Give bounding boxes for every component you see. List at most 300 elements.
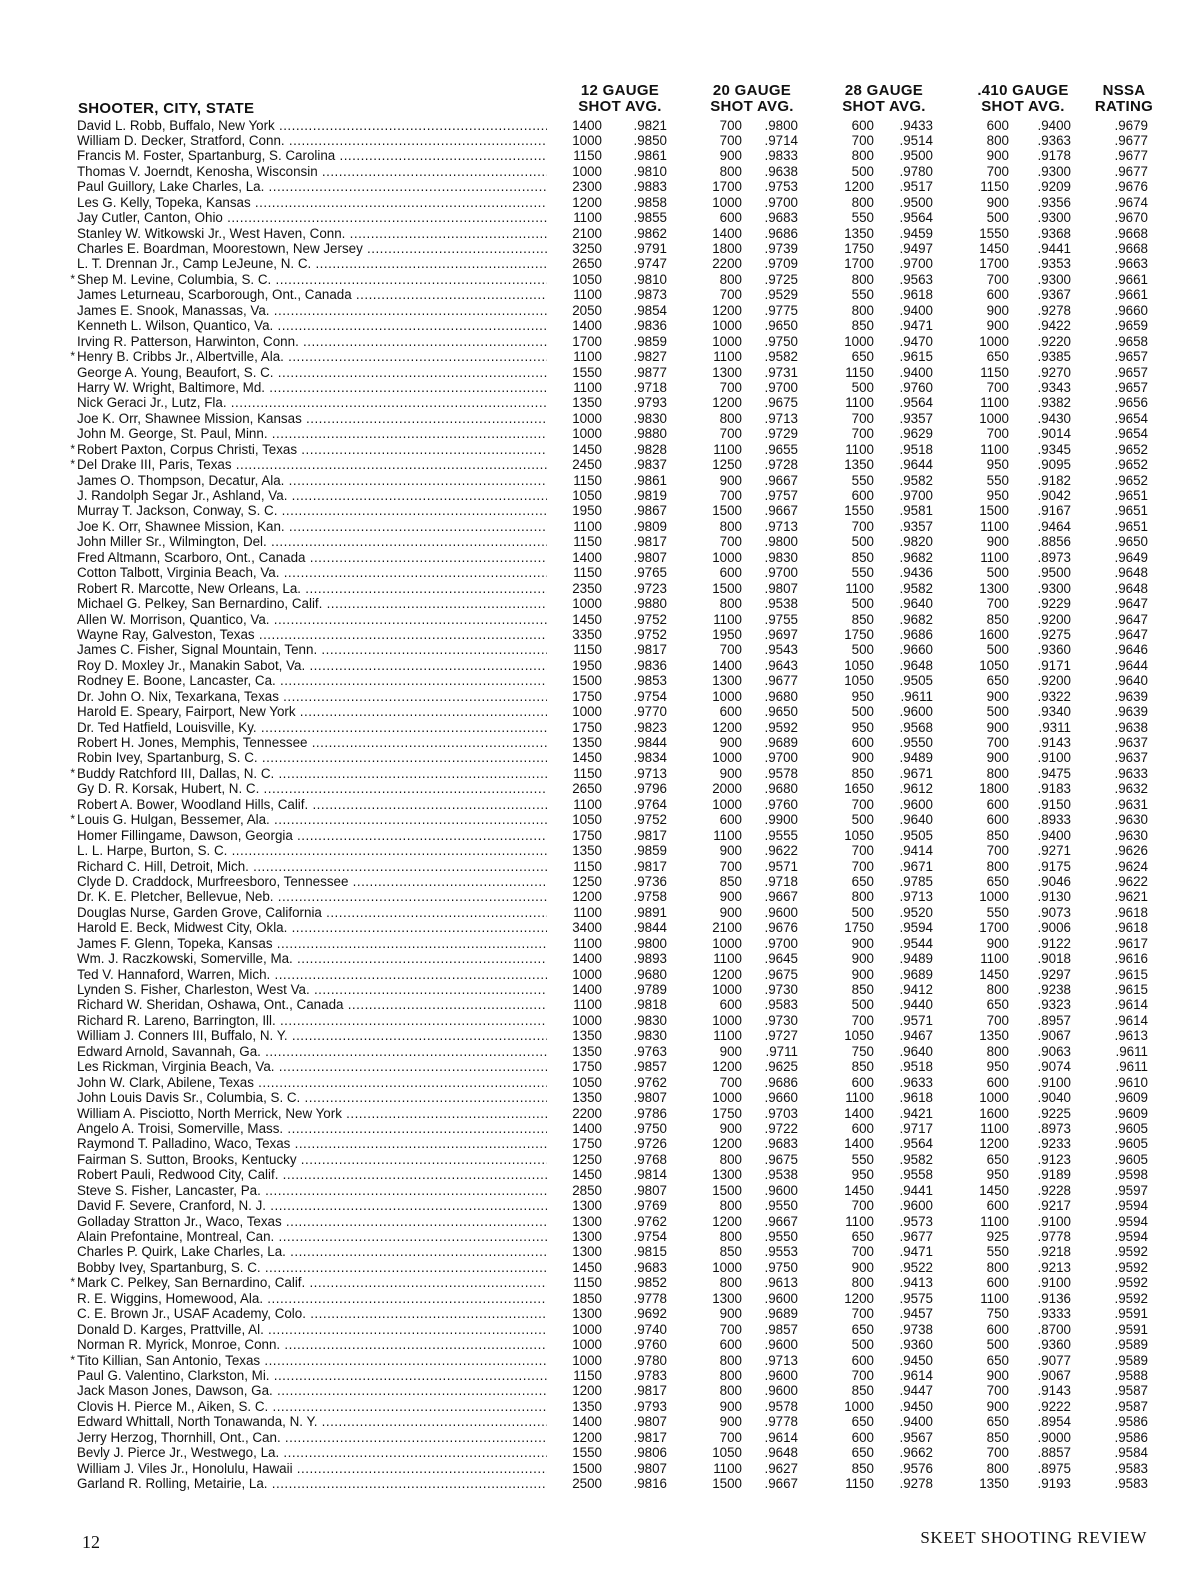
shot-28-cell: 700 (851, 796, 874, 812)
shot-410-cell: 1350 (979, 1476, 1009, 1491)
shot-410-cell: 1050 (979, 657, 1009, 673)
shot-20-cell: 1300 (712, 364, 742, 380)
avg-20-cell: .9645 (764, 951, 798, 967)
table-row (62, 1291, 1162, 1306)
shooter-name (77, 951, 547, 966)
shot-28-cell: 750 (851, 1043, 874, 1059)
shot-28-cell: 850 (851, 765, 874, 781)
nssa-rating-cell: .9616 (1114, 951, 1148, 967)
avg-410-cell: .9067 (1037, 1028, 1071, 1044)
avg-20-cell: .9677 (764, 673, 798, 689)
shot-20-cell: 800 (719, 518, 742, 534)
shot-410-cell: 600 (986, 1321, 1009, 1337)
shooter-name-text: Clovis H. Pierce M., Aiken, S. C. (77, 1398, 269, 1414)
shot-410-cell: 700 (986, 1012, 1009, 1028)
avg-12-cell: .9844 (633, 920, 667, 936)
shot-20-cell: 1000 (712, 1090, 742, 1106)
shot-12-cell: 1100 (573, 904, 602, 920)
shooter-column-header: SHOOTER, CITY, STATE (78, 100, 255, 117)
table-row (62, 1337, 1162, 1352)
shooter-name-text: Robert H. Jones, Memphis, Tennessee (77, 735, 308, 750)
shot-20-cell: 1100 (713, 827, 742, 843)
shot-20-cell: 1000 (712, 194, 742, 210)
avg-12-cell: .9765 (633, 565, 667, 581)
table-row (62, 334, 1162, 349)
shooter-name (77, 1476, 547, 1491)
avg-28-cell: .9497 (899, 241, 933, 256)
table-row (62, 1260, 1162, 1275)
shooter-name (77, 1322, 547, 1337)
avg-12-cell: .9883 (633, 179, 667, 195)
shooter-name (77, 766, 547, 781)
avg-20-cell: .9578 (764, 765, 798, 781)
shot-410-cell: 550 (986, 472, 1009, 488)
table-row (62, 766, 1162, 781)
shot-410-cell: 500 (986, 210, 1009, 226)
shooter-name-text: Robert A. Bower, Woodland Hills, Calif. (77, 796, 309, 812)
shot-28-cell: 650 (851, 1229, 874, 1244)
table-row (62, 550, 1162, 565)
shot-28-cell: 600 (851, 1429, 874, 1445)
avg-28-cell: .9600 (899, 1198, 933, 1214)
shot-20-cell: 600 (719, 997, 742, 1013)
shooter-name-text: Robert R. Marcotte, New Orleans, La. (77, 580, 302, 596)
avg-20-cell: .9750 (764, 333, 798, 349)
shooter-name (77, 1306, 547, 1321)
avg-12-cell: .9810 (633, 271, 667, 287)
shooter-name (77, 874, 547, 889)
avg-20-cell: .9571 (764, 858, 798, 874)
shooter-name (77, 256, 547, 271)
shot-20-cell: 800 (719, 596, 742, 612)
shot-12-cell: 1050 (572, 1074, 602, 1090)
shot-20-cell: 800 (719, 271, 742, 287)
avg-410-cell: .9175 (1037, 858, 1071, 874)
avg-12-cell: .9750 (633, 1120, 667, 1136)
shot-28-cell: 550 (851, 210, 874, 226)
shooter-name (77, 226, 547, 241)
avg-20-cell: .9600 (764, 1290, 798, 1306)
shot-20-cell: 2200 (712, 256, 742, 272)
avg-20-cell: .9686 (764, 1074, 798, 1090)
avg-12-cell: .9769 (633, 1198, 667, 1214)
shooter-name-text: Joe K. Orr, Shawnee Mission, Kansas (77, 410, 302, 426)
table-row (62, 349, 1162, 364)
shot-20-cell: 1200 (712, 719, 742, 735)
shot-410-cell: 600 (986, 812, 1009, 828)
avg-410-cell: .9400 (1037, 827, 1071, 843)
avg-410-cell: .9300 (1037, 210, 1071, 226)
shot-12-cell: 1000 (572, 1337, 602, 1353)
shot-28-cell: 1050 (844, 657, 874, 673)
table-row (62, 133, 1162, 148)
shot-28-cell: 850 (851, 1059, 874, 1075)
nssa-rating-cell: .9605 (1114, 1151, 1148, 1167)
shot-12-cell: 2650 (572, 781, 602, 797)
shot-20-cell: 700 (719, 858, 742, 874)
shot-410-cell: 700 (986, 596, 1009, 612)
avg-410-cell: .9271 (1037, 843, 1071, 859)
avg-410-cell: .9343 (1037, 379, 1071, 395)
nssa-rating-cell: .9609 (1114, 1090, 1148, 1106)
avg-28-cell: .9700 (899, 256, 933, 272)
avg-28-cell: .9682 (899, 611, 933, 627)
avg-410-cell: .9122 (1037, 935, 1071, 951)
avg-28-cell: .9594 (899, 920, 933, 936)
avg-28-cell: .9567 (899, 1429, 933, 1445)
shot-20-cell: 700 (719, 117, 742, 133)
shooter-name-text: James Leturneau, Scarborough, Ont., Canada (77, 287, 352, 303)
shot-12-cell: 1400 (572, 117, 602, 133)
gauge-410-title: .410 GAUGE (977, 82, 1069, 99)
avg-12-cell: .9760 (633, 1337, 667, 1353)
shot-28-cell: 1400 (844, 1105, 874, 1121)
shot-12-cell: 1000 (572, 1352, 602, 1368)
avg-20-cell: .9655 (764, 441, 798, 457)
shooter-name-text: Raymond T. Palladino, Waco, Texas (77, 1136, 291, 1152)
avg-28-cell: .9573 (899, 1213, 933, 1229)
table-row (62, 1075, 1162, 1090)
shooter-name (77, 380, 547, 395)
nssa-rating-cell: .9661 (1114, 287, 1148, 303)
table-row (62, 704, 1162, 719)
avg-28-cell: .9648 (899, 657, 933, 673)
shot-28-cell: 1100 (845, 395, 874, 411)
shot-20-cell: 700 (719, 1074, 742, 1090)
shot-20-cell: 700 (719, 379, 742, 395)
avg-12-cell: .9867 (633, 503, 667, 519)
shot-28-cell: 950 (851, 719, 874, 735)
shooter-name-text: Michael G. Pelkey, San Bernardino, Calif. (77, 596, 323, 612)
shooter-name (77, 334, 547, 349)
shot-410-cell: 800 (986, 1043, 1009, 1059)
shot-12-cell: 1100 (573, 210, 602, 226)
avg-28-cell: .9489 (899, 750, 933, 766)
shot-410-cell: 1000 (979, 889, 1009, 905)
shot-20-cell: 900 (719, 765, 742, 781)
table-row (62, 1152, 1162, 1167)
avg-12-cell: .9807 (633, 1182, 667, 1198)
shot-410-cell: 1100 (980, 549, 1009, 565)
shot-20-cell: 900 (719, 1414, 742, 1430)
avg-410-cell: .9209 (1037, 179, 1071, 195)
shot-20-cell: 800 (719, 1151, 742, 1167)
shooter-name (77, 148, 547, 163)
shot-410-cell: 650 (986, 1414, 1009, 1430)
nssa-rating-cell: .9632 (1114, 781, 1148, 797)
nssa-rating-cell: .9592 (1114, 1290, 1148, 1306)
shot-12-cell: 1100 (573, 796, 602, 812)
shot-20-cell: 700 (719, 426, 742, 442)
table-row (62, 951, 1162, 966)
avg-20-cell: .9757 (764, 488, 798, 503)
avg-410-cell: .9018 (1037, 951, 1071, 967)
shot-12-cell: 2500 (572, 1476, 602, 1491)
nssa-rating-cell: .9657 (1114, 364, 1148, 380)
gauge-12-title: 12 GAUGE (580, 82, 660, 99)
avg-410-cell: .8973 (1037, 1120, 1071, 1136)
shot-410-cell: 800 (986, 132, 1009, 148)
nssa-rating-cell: .9644 (1114, 657, 1148, 673)
shot-20-cell: 1000 (712, 982, 742, 997)
avg-28-cell: .9820 (899, 534, 933, 550)
shot-20-cell: 1000 (712, 318, 742, 334)
avg-20-cell: .9667 (764, 889, 798, 905)
shot-12-cell: 1400 (572, 549, 602, 565)
shot-410-cell: 1600 (979, 626, 1009, 642)
avg-12-cell: .9827 (633, 349, 667, 365)
shot-28-cell: 650 (851, 873, 874, 889)
avg-12-cell: .9850 (633, 132, 667, 148)
avg-12-cell: .9861 (633, 472, 667, 488)
shot-28-cell: 600 (851, 488, 874, 503)
avg-410-cell: .9297 (1037, 966, 1071, 982)
avg-410-cell: .9183 (1037, 781, 1071, 797)
shot-28-cell: 1350 (844, 457, 874, 473)
shooter-name-text: Steve S. Fisher, Lancaster, Pa. (77, 1182, 261, 1198)
shooter-name (77, 1214, 547, 1229)
gauge-410-header (958, 83, 1088, 115)
avg-410-cell: .9345 (1037, 441, 1071, 457)
shooter-name (77, 1198, 547, 1213)
avg-20-cell: .9667 (764, 472, 798, 488)
shooter-name (77, 519, 547, 534)
avg-28-cell: .9470 (899, 333, 933, 349)
shot-20-cell: 1100 (713, 441, 742, 457)
shot-20-cell: 700 (719, 642, 742, 658)
gauge-28-header (824, 83, 944, 115)
shot-20-cell: 800 (719, 1198, 742, 1214)
shot-20-cell: 1200 (712, 395, 742, 411)
avg-410-cell: .9322 (1037, 688, 1071, 704)
shooter-name (77, 303, 547, 318)
shot-12-cell: 1050 (572, 488, 602, 503)
shooter-name (77, 1044, 547, 1059)
table-row (62, 1275, 1162, 1290)
nssa-title: NSSA (1102, 82, 1146, 99)
avg-28-cell: .9689 (899, 966, 933, 982)
shot-28-cell: 1050 (844, 673, 874, 689)
avg-20-cell: .9680 (764, 781, 798, 797)
shot-20-cell: 1200 (712, 1136, 742, 1152)
shooter-name (77, 642, 547, 657)
avg-28-cell: .9457 (899, 1306, 933, 1322)
shot-12-cell: 1050 (572, 812, 602, 828)
shot-20-cell: 700 (719, 1429, 742, 1445)
shot-20-cell: 1950 (712, 626, 742, 642)
shot-28-cell: 1150 (845, 1476, 874, 1491)
shot-12-cell: 1200 (572, 1383, 602, 1399)
avg-12-cell: .9819 (633, 488, 667, 503)
shooter-name-text: Dr. John O. Nix, Texarkana, Texas (77, 688, 279, 704)
shot-20-cell: 1000 (712, 750, 742, 766)
avg-28-cell: .9614 (899, 1367, 933, 1383)
shot-410-cell: 1000 (979, 333, 1009, 349)
shooter-name (77, 781, 547, 796)
shot-410-cell: 900 (986, 719, 1009, 735)
avg-410-cell: .9100 (1037, 1213, 1071, 1229)
shooter-name (77, 1291, 547, 1306)
nssa-rating-cell: .9583 (1114, 1460, 1148, 1476)
nssa-rating-cell: .9647 (1114, 611, 1148, 627)
shot-28-cell: 950 (851, 688, 874, 704)
shot-12-cell: 3250 (572, 241, 602, 256)
shooter-name (77, 627, 547, 642)
avg-20-cell: .9680 (764, 688, 798, 704)
shot-410-cell: 900 (986, 688, 1009, 704)
nssa-rating-cell: .9605 (1114, 1136, 1148, 1152)
avg-12-cell: .9880 (633, 596, 667, 612)
shot-20-cell: 900 (719, 735, 742, 750)
avg-12-cell: .9754 (633, 688, 667, 704)
avg-20-cell: .9600 (764, 904, 798, 920)
shooter-name (77, 1337, 547, 1352)
avg-20-cell: .9578 (764, 1398, 798, 1414)
shot-410-cell: 1100 (980, 1120, 1009, 1136)
shot-20-cell: 1300 (712, 1167, 742, 1183)
shot-410-cell: 925 (986, 1229, 1009, 1244)
shot-410-cell: 1350 (979, 1028, 1009, 1044)
shot-12-cell: 1000 (572, 426, 602, 442)
shot-20-cell: 700 (719, 488, 742, 503)
avg-12-cell: .9854 (633, 302, 667, 318)
avg-28-cell: .9550 (899, 735, 933, 750)
shot-28-cell: 700 (851, 1012, 874, 1028)
avg-28-cell: .9671 (899, 858, 933, 874)
shooter-name (77, 164, 547, 179)
avg-28-cell: .9662 (899, 1445, 933, 1461)
shooter-name-text: Golladay Stratton Jr., Waco, Texas (77, 1213, 282, 1229)
shot-28-cell: 700 (851, 1244, 874, 1260)
avg-12-cell: .9740 (633, 1321, 667, 1337)
avg-20-cell: .9700 (764, 194, 798, 210)
table-row (62, 226, 1162, 241)
table-row (62, 256, 1162, 271)
shot-410-cell: 1000 (979, 1090, 1009, 1106)
shooter-name-text: Douglas Nurse, Garden Grove, California (77, 904, 322, 920)
shooter-name-text: Stanley W. Witkowski Jr., West Haven, Conn. (77, 225, 346, 241)
avg-410-cell: .9040 (1037, 1090, 1071, 1106)
shooter-name-text: Henry B. Cribbs Jr., Albertville, Ala. (77, 349, 284, 365)
table-row (62, 1013, 1162, 1028)
shooter-name (77, 1244, 547, 1259)
avg-20-cell: .9614 (764, 1429, 798, 1445)
shot-410-cell: 500 (986, 704, 1009, 720)
nssa-rating-cell: .9649 (1114, 549, 1148, 565)
shooter-name (77, 673, 547, 688)
avg-20-cell: .9538 (764, 1167, 798, 1183)
shot-20-cell: 1400 (712, 657, 742, 673)
avg-12-cell: .9754 (633, 1229, 667, 1244)
avg-28-cell: .9447 (899, 1383, 933, 1399)
shooter-name-text: George A. Young, Beaufort, S. C. (77, 364, 274, 380)
shooter-name (77, 473, 547, 488)
table-row (62, 596, 1162, 611)
avg-28-cell: .9414 (899, 843, 933, 859)
shooter-name-text: Richard W. Sheridan, Oshawa, Ont., Canada (77, 997, 344, 1013)
avg-28-cell: .9582 (899, 1151, 933, 1167)
table-row (62, 426, 1162, 441)
avg-28-cell: .9500 (899, 194, 933, 210)
shot-410-cell: 900 (986, 148, 1009, 164)
shot-28-cell: 850 (851, 1460, 874, 1476)
shot-410-cell: 1800 (979, 781, 1009, 797)
shot-410-cell: 1100 (980, 441, 1009, 457)
shot-28-cell: 600 (851, 1074, 874, 1090)
shooter-name-text: J. Randolph Segar Jr., Ashland, Va. (77, 488, 288, 503)
shot-410-cell: 650 (986, 673, 1009, 689)
avg-20-cell: .9667 (764, 503, 798, 519)
avg-20-cell: .9727 (764, 1028, 798, 1044)
shooter-name-text: Edward Whittall, North Tonawanda, N. Y. (77, 1414, 318, 1430)
nssa-rating-cell: .9651 (1114, 503, 1148, 519)
table-row (62, 457, 1162, 472)
nssa-rating-cell: .9650 (1114, 534, 1148, 550)
shot-28-cell: 1100 (845, 1090, 874, 1106)
shot-28-cell: 700 (851, 1306, 874, 1322)
shot-410-cell: 650 (986, 873, 1009, 889)
shooter-name (77, 1383, 547, 1398)
shooter-name (77, 1430, 547, 1445)
shot-410-cell: 650 (986, 997, 1009, 1013)
avg-410-cell: .9136 (1037, 1290, 1071, 1306)
nssa-rating-cell: .9677 (1114, 148, 1148, 164)
shooter-name (77, 488, 547, 503)
table-row (62, 612, 1162, 627)
table-row (62, 1090, 1162, 1105)
avg-28-cell: .9558 (899, 1167, 933, 1183)
shot-12-cell: 1450 (572, 441, 602, 457)
shooter-name (77, 812, 547, 827)
nssa-rating-cell: .9670 (1114, 210, 1148, 226)
nssa-rating-cell: .9633 (1114, 765, 1148, 781)
avg-20-cell: .9627 (764, 1460, 798, 1476)
avg-20-cell: .9625 (764, 1059, 798, 1075)
shot-12-cell: 1950 (572, 503, 602, 519)
shot-12-cell: 1050 (572, 271, 602, 287)
shooter-name (77, 967, 547, 982)
shooter-name-text: Wm. J. Raczkowski, Somerville, Ma. (77, 951, 293, 967)
shooter-name-text: Thomas V. Joerndt, Kenosha, Wisconsin (77, 163, 318, 179)
shooter-name-text: James F. Glenn, Topeka, Kansas (77, 935, 273, 951)
table-row (62, 735, 1162, 750)
nssa-rating-cell: .9651 (1114, 488, 1148, 503)
shooter-name (77, 581, 547, 596)
gauge-12-header (560, 83, 680, 115)
avg-20-cell: .9648 (764, 1445, 798, 1461)
shot-410-cell: 800 (986, 1460, 1009, 1476)
nssa-rating-cell: .9657 (1114, 379, 1148, 395)
shot-28-cell: 1550 (844, 503, 874, 519)
avg-410-cell: .9123 (1037, 1151, 1071, 1167)
shot-12-cell: 1300 (572, 1306, 602, 1322)
shot-410-cell: 900 (986, 194, 1009, 210)
avg-28-cell: .9785 (899, 873, 933, 889)
avg-410-cell: .9300 (1037, 271, 1071, 287)
avg-12-cell: .9800 (633, 935, 667, 951)
shot-12-cell: 1100 (573, 349, 602, 365)
shooter-name (77, 442, 547, 457)
asterisk-marker: * (70, 349, 75, 364)
shot-20-cell: 800 (719, 1352, 742, 1368)
shooter-name (77, 1414, 547, 1429)
table-row (62, 1106, 1162, 1121)
avg-12-cell: .9713 (633, 765, 667, 781)
shot-410-cell: 900 (986, 935, 1009, 951)
avg-28-cell: .9563 (899, 271, 933, 287)
table-row (62, 303, 1162, 318)
avg-410-cell: .9356 (1037, 194, 1071, 210)
